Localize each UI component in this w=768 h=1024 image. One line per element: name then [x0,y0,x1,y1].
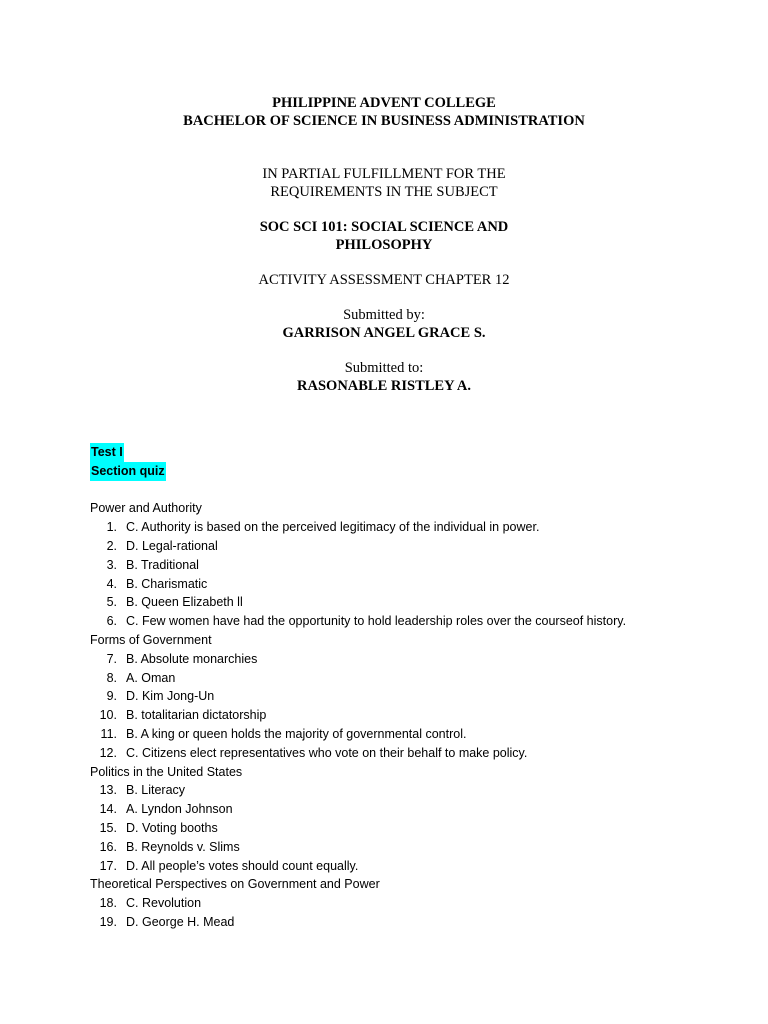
item-answer: B. Queen Elizabeth ll [126,595,243,610]
list-item [90,612,730,631]
list-item [90,725,730,744]
fulfillment-line-1: IN PARTIAL FULFILLMENT FOR THE [262,166,506,182]
item-number: 4. [106,576,117,591]
item-answer: D. Voting booths [126,820,218,835]
item-number: 10. [99,708,117,723]
list-item [90,518,730,537]
list-item [90,894,730,913]
list-item [90,800,730,819]
list-item [90,913,730,932]
submitted-by-label: Submitted by: [343,307,425,323]
item-number: 16. [99,839,117,854]
answer-list [90,894,730,932]
item-answer: A. Lyndon Johnson [126,802,233,817]
list-item [90,593,730,612]
answer-list [90,518,730,631]
submitted-by-name: GARRISON ANGEL GRACE S. [282,325,486,341]
school-name: PHILIPPINE ADVENT COLLEGE [272,95,496,111]
item-answer: C. Few women have had the opportunity to hold leadership roles over the courseof history. [126,614,627,629]
list-item [90,819,730,838]
item-answer: B. Reynolds v. Slims [126,839,240,854]
item-number: 1. [106,520,117,535]
list-item [90,781,730,800]
item-answer: D. All people’s votes should count equally. [126,858,359,873]
item-number: 2. [106,538,117,553]
item-answer: D. Legal-rational [126,538,218,553]
item-number: 18. [99,896,117,911]
activity-title: ACTIVITY ASSESSMENT CHAPTER 12 [258,272,510,288]
item-answer: B. A king or queen holds the majority of governmental control. [126,726,467,741]
item-number: 13. [99,783,117,798]
item-answer: C. Authority is based on the perceived legitimacy of the individual in power. [126,520,540,535]
item-answer: B. Charismatic [126,576,208,591]
list-item [90,537,730,556]
subject-line-2: PHILOSOPHY [335,237,433,253]
item-answer: B. Traditional [126,557,199,572]
section-title: Power and Authority [90,501,202,516]
cover-block [0,94,768,395]
section-title: Politics in the United States [90,764,243,779]
list-item [90,669,730,688]
answer-list [90,781,730,875]
test-title: Test I [90,443,124,462]
quiz-body [90,443,730,932]
item-number: 15. [99,820,117,835]
item-number: 5. [106,595,117,610]
item-number: 9. [106,689,117,704]
item-number: 3. [106,557,117,572]
submitted-to-label: Submitted to: [344,360,424,376]
item-answer: B. Literacy [126,783,186,798]
item-answer: B. totalitarian dictatorship [126,708,267,723]
list-item [90,838,730,857]
item-number: 6. [106,614,117,629]
list-item [90,857,730,876]
item-answer: B. Absolute monarchies [126,651,258,666]
answer-sections [90,499,730,931]
item-number: 11. [100,726,117,741]
item-answer: D. Kim Jong-Un [126,689,215,704]
list-item [90,556,730,575]
test-subtitle: Section quiz [90,462,166,481]
answer-list [90,650,730,763]
list-item [90,575,730,594]
item-number: 17. [99,858,117,873]
subject-line-1: SOC SCI 101: SOCIAL SCIENCE AND [259,219,509,235]
item-number: 19. [99,914,117,929]
program-name: BACHELOR OF SCIENCE IN BUSINESS ADMINISTRATION [183,113,585,129]
section-title: Forms of Government [90,632,212,647]
list-item [90,744,730,763]
item-answer: D. George H. Mead [126,914,235,929]
list-item [90,706,730,725]
submitted-to-name: RASONABLE RISTLEY A. [297,378,471,394]
list-item [90,687,730,706]
section-title: Theoretical Perspectives on Government and Power [90,877,380,892]
list-item [90,650,730,669]
item-number: 14. [99,802,117,817]
item-number: 7. [106,651,117,666]
item-answer: C. Revolution [126,896,202,911]
item-answer: C. Citizens elect representatives who vote on their behalf to make policy. [126,745,528,760]
item-number: 8. [106,670,117,685]
item-number: 12. [99,745,117,760]
item-answer: A. Oman [126,670,176,685]
fulfillment-line-2: REQUIREMENTS IN THE SUBJECT [270,184,498,200]
